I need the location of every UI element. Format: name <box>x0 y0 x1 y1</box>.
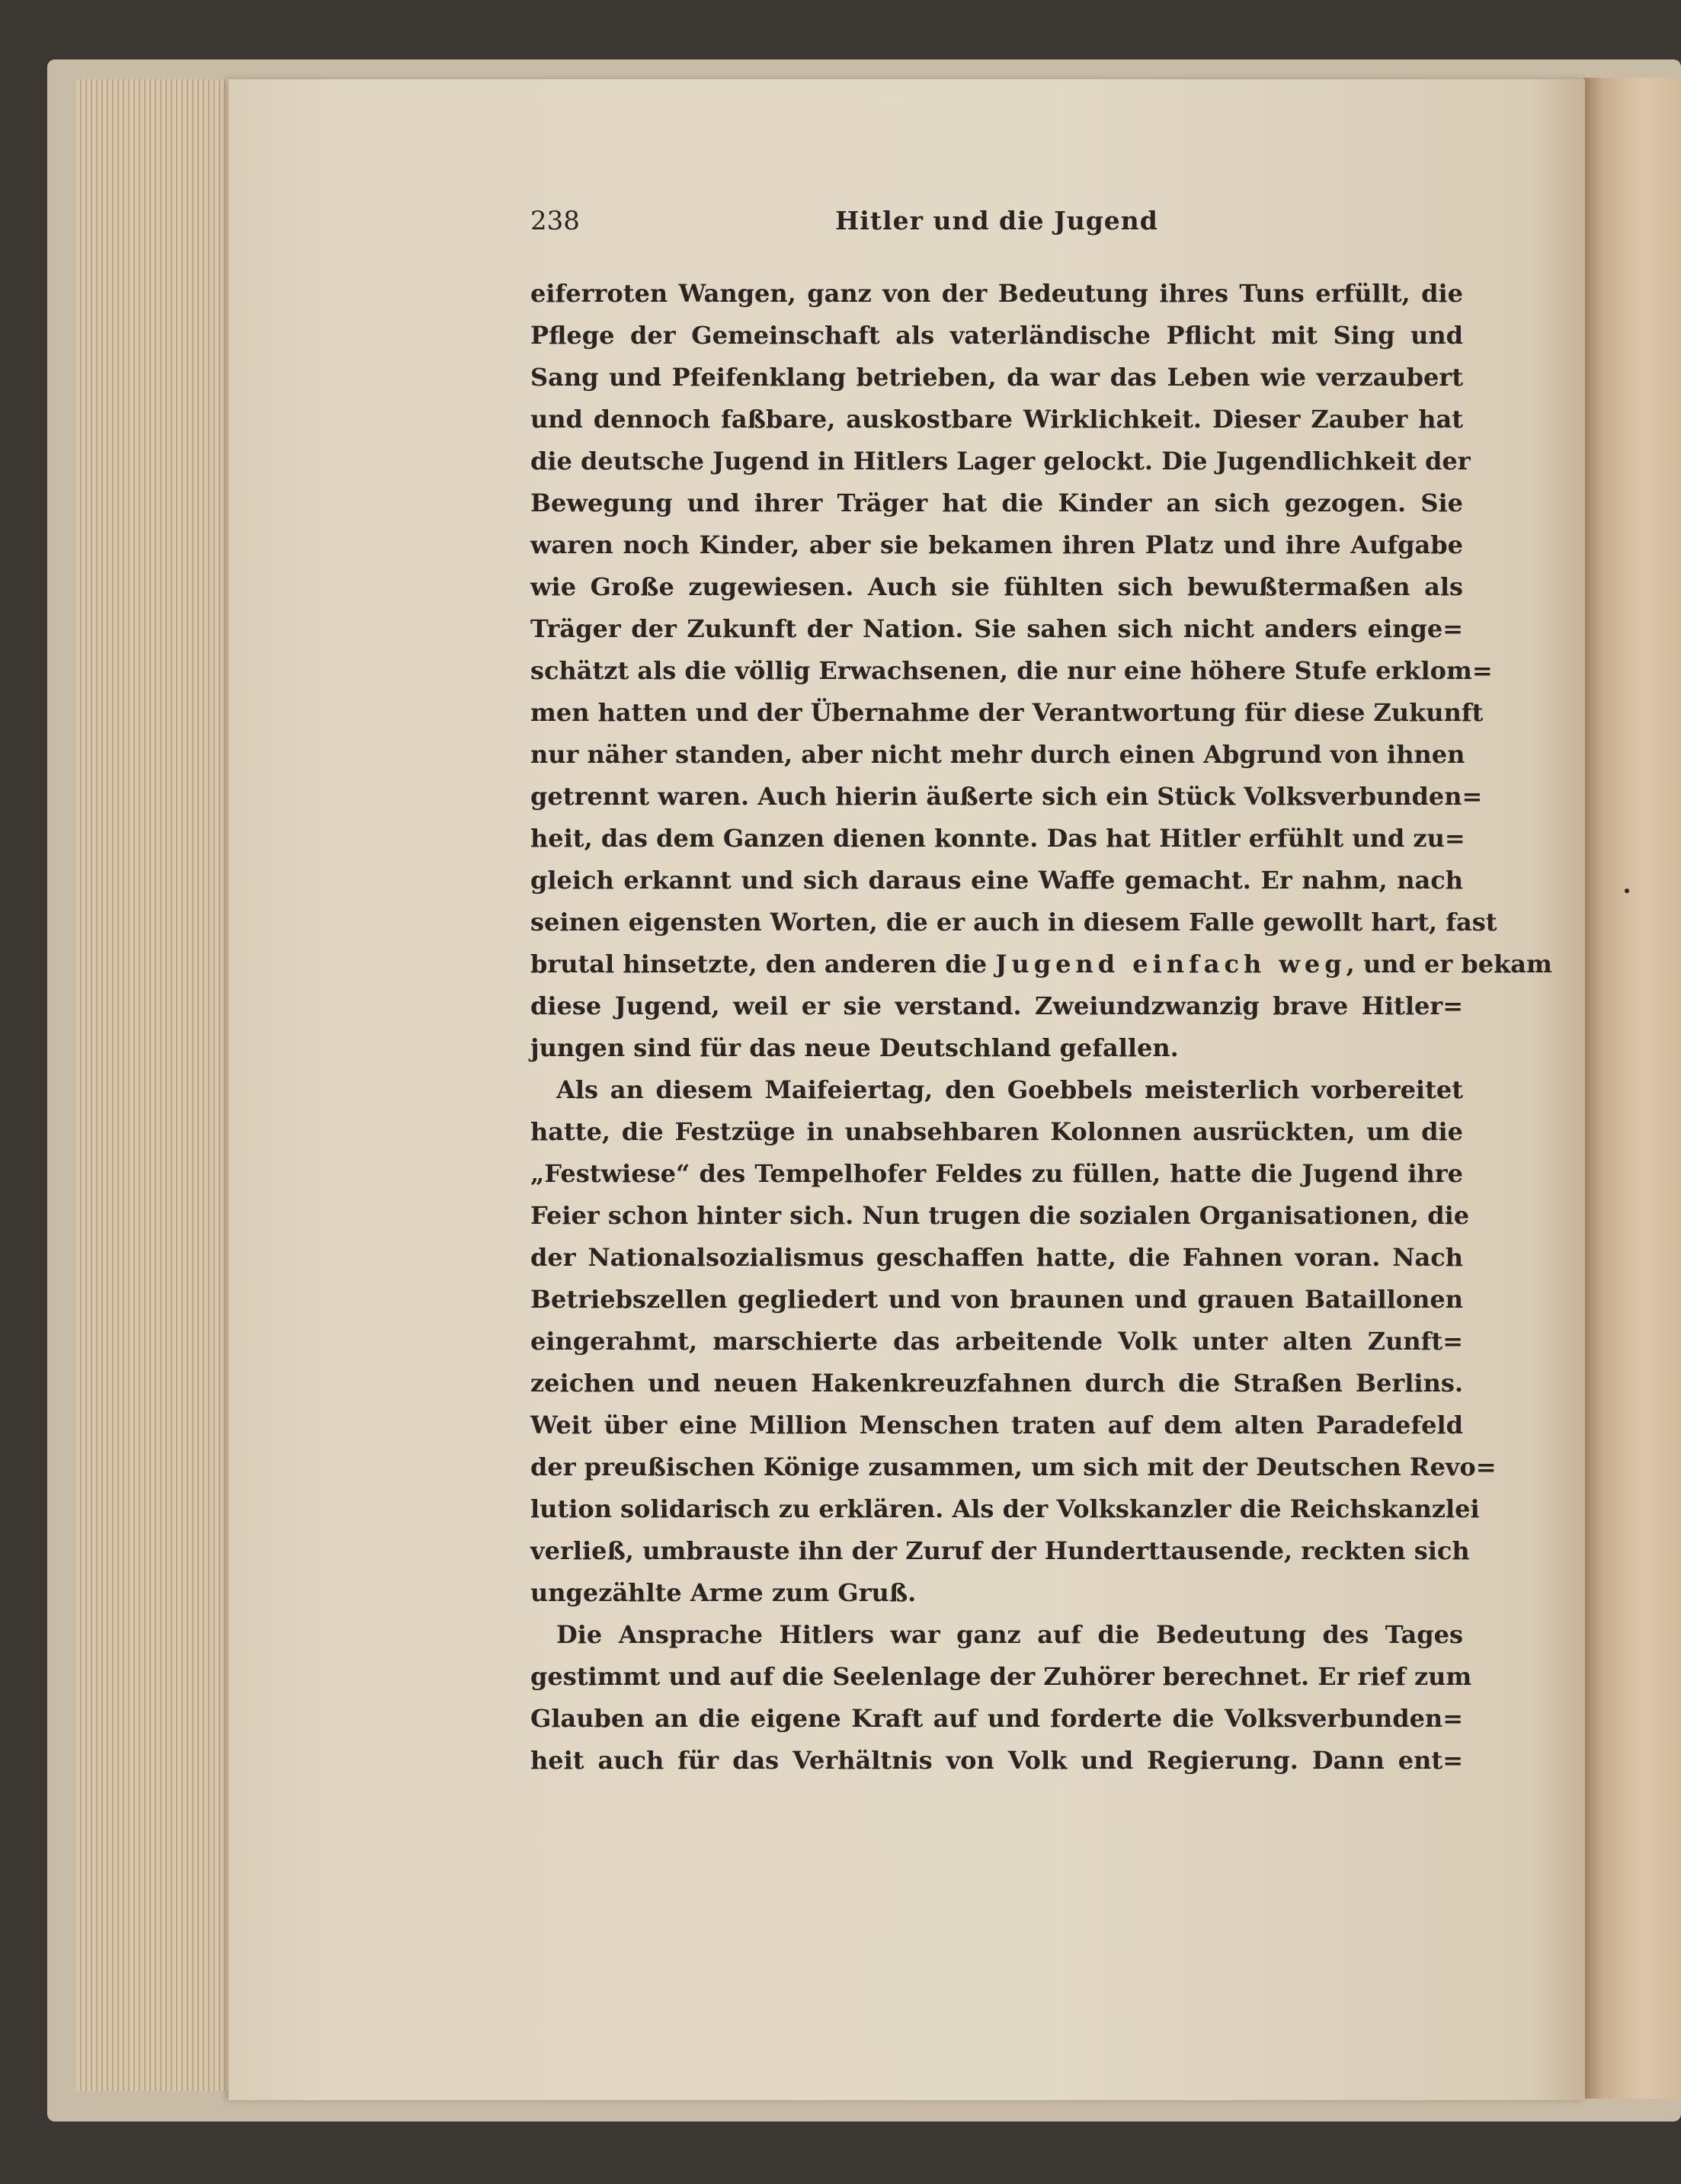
text-line: seinen eigensten Worten, die er auch in diesem Falle gewollt hart, fast <box>530 908 1497 937</box>
text-line: Sang und Pfeifenklang betrieben, da war das Leben wie verzaubert <box>530 363 1463 392</box>
page-edges-left <box>76 79 229 2091</box>
page-edge-right <box>1583 78 1681 2099</box>
page-number: 238 <box>530 206 580 236</box>
text-line: hatte, die Festzüge in unabsehbaren Kolonnen ausrückten, um die <box>530 1117 1463 1146</box>
text-line: der preußischen Könige zusammen, um sich mit der Deutschen Revo= <box>530 1452 1497 1481</box>
text-line: und dennoch faßbare, auskostbare Wirklichkeit. Dieser Zauber hat <box>530 405 1463 434</box>
page-header <box>530 204 1463 238</box>
text-line: gestimmt und auf die Seelenlage der Zuhörer berechnet. Er rief zum <box>530 1662 1472 1691</box>
text-line: heit auch für das Verhältnis von Volk und Regierung. Dann ent= <box>530 1746 1463 1775</box>
text-line: Betriebszellen gegliedert und von braunen und grauen Bataillonen <box>530 1285 1463 1314</box>
text-line: Weit über eine Million Menschen traten auf dem alten Paradefeld <box>530 1411 1463 1439</box>
text-line: die deutsche Jugend in Hitlers Lager gelockt. Die Jugendlichkeit der <box>530 447 1471 476</box>
text-line: Pflege der Gemeinschaft als vaterländische Pflicht mit Sing und <box>530 321 1463 350</box>
text-line: der Nationalsozialismus geschaffen hatte, die Fahnen voran. Nach <box>530 1243 1463 1272</box>
text-line: Bewegung und ihrer Träger hat die Kinder an sich gezogen. Sie <box>530 488 1463 517</box>
text-segment: brutal hinsetzte, den anderen die <box>530 949 996 978</box>
text-line: heit, das dem Ganzen dienen konnte. Das hat Hitler erfühlt und zu= <box>530 824 1465 853</box>
body-text <box>530 273 1552 1782</box>
text-line-emphasis <box>530 943 1552 985</box>
text-line: Träger der Zukunft der Nation. Sie sahen sich nicht anders einge= <box>530 614 1463 643</box>
text-line: nur näher standen, aber nicht mehr durch einen Abgrund von ihnen <box>530 740 1465 769</box>
text-line: „Festwiese“ des Tempelhofer Feldes zu füllen, hatte die Jugend ihre <box>530 1159 1463 1188</box>
text-line: schätzt als die völlig Erwachsenen, die nur eine höhere Stufe erklom= <box>530 656 1493 685</box>
text-line: lution solidarisch zu erklären. Als der Volkskanzler die Reichskanzlei <box>530 1494 1480 1523</box>
text-line: wie Große zugewiesen. Auch sie fühlten sich bewußtermaßen als <box>530 572 1463 601</box>
margin-mark <box>1625 889 1629 893</box>
text-line: Glauben an die eigene Kraft auf und forderte die Volksverbunden= <box>530 1704 1463 1733</box>
text-line: jungen sind für das neue Deutschland gefallen. <box>530 1033 1179 1062</box>
text-line: ungezählte Arme zum Gruß. <box>530 1578 917 1607</box>
text-line: men hatten und der Übernahme der Verantwortung für diese Zukunft <box>530 698 1484 727</box>
text-line: Feier schon hinter sich. Nun trugen die sozialen Organisationen, die <box>530 1201 1470 1230</box>
spaced-emphasis: Jugend einfach weg <box>995 949 1346 978</box>
text-line: waren noch Kinder, aber sie bekamen ihren Platz und ihre Aufgabe <box>530 530 1463 559</box>
paragraph-start-line: Als an diesem Maifeiertag, den Goebbels meisterlich vorbereitet <box>556 1075 1463 1104</box>
text-line: getrennt waren. Auch hierin äußerte sich ein Stück Volksverbunden= <box>530 782 1483 811</box>
text-line: gleich erkannt und sich daraus eine Waffe gemacht. Er nahm, nach <box>530 866 1463 895</box>
paragraph-start-line: Die Ansprache Hitlers war ganz auf die Bedeutung des Tages <box>556 1620 1463 1649</box>
text-line: eingerahmt, marschierte das arbeitende Volk unter alten Zunft= <box>530 1327 1463 1356</box>
running-title: Hitler und die Jugend <box>835 206 1158 235</box>
text-line: eiferroten Wangen, ganz von der Bedeutung ihres Tuns erfüllt, die <box>530 279 1463 308</box>
text-line: verließ, umbrauste ihn der Zuruf der Hunderttausende, reckten sich <box>530 1536 1470 1565</box>
text-line: diese Jugend, weil er sie verstand. Zweiundzwanzig brave Hitler= <box>530 991 1463 1020</box>
text-segment: , und er bekam <box>1346 949 1552 978</box>
text-line: zeichen und neuen Hakenkreuzfahnen durch die Straßen Berlins. <box>530 1369 1463 1398</box>
